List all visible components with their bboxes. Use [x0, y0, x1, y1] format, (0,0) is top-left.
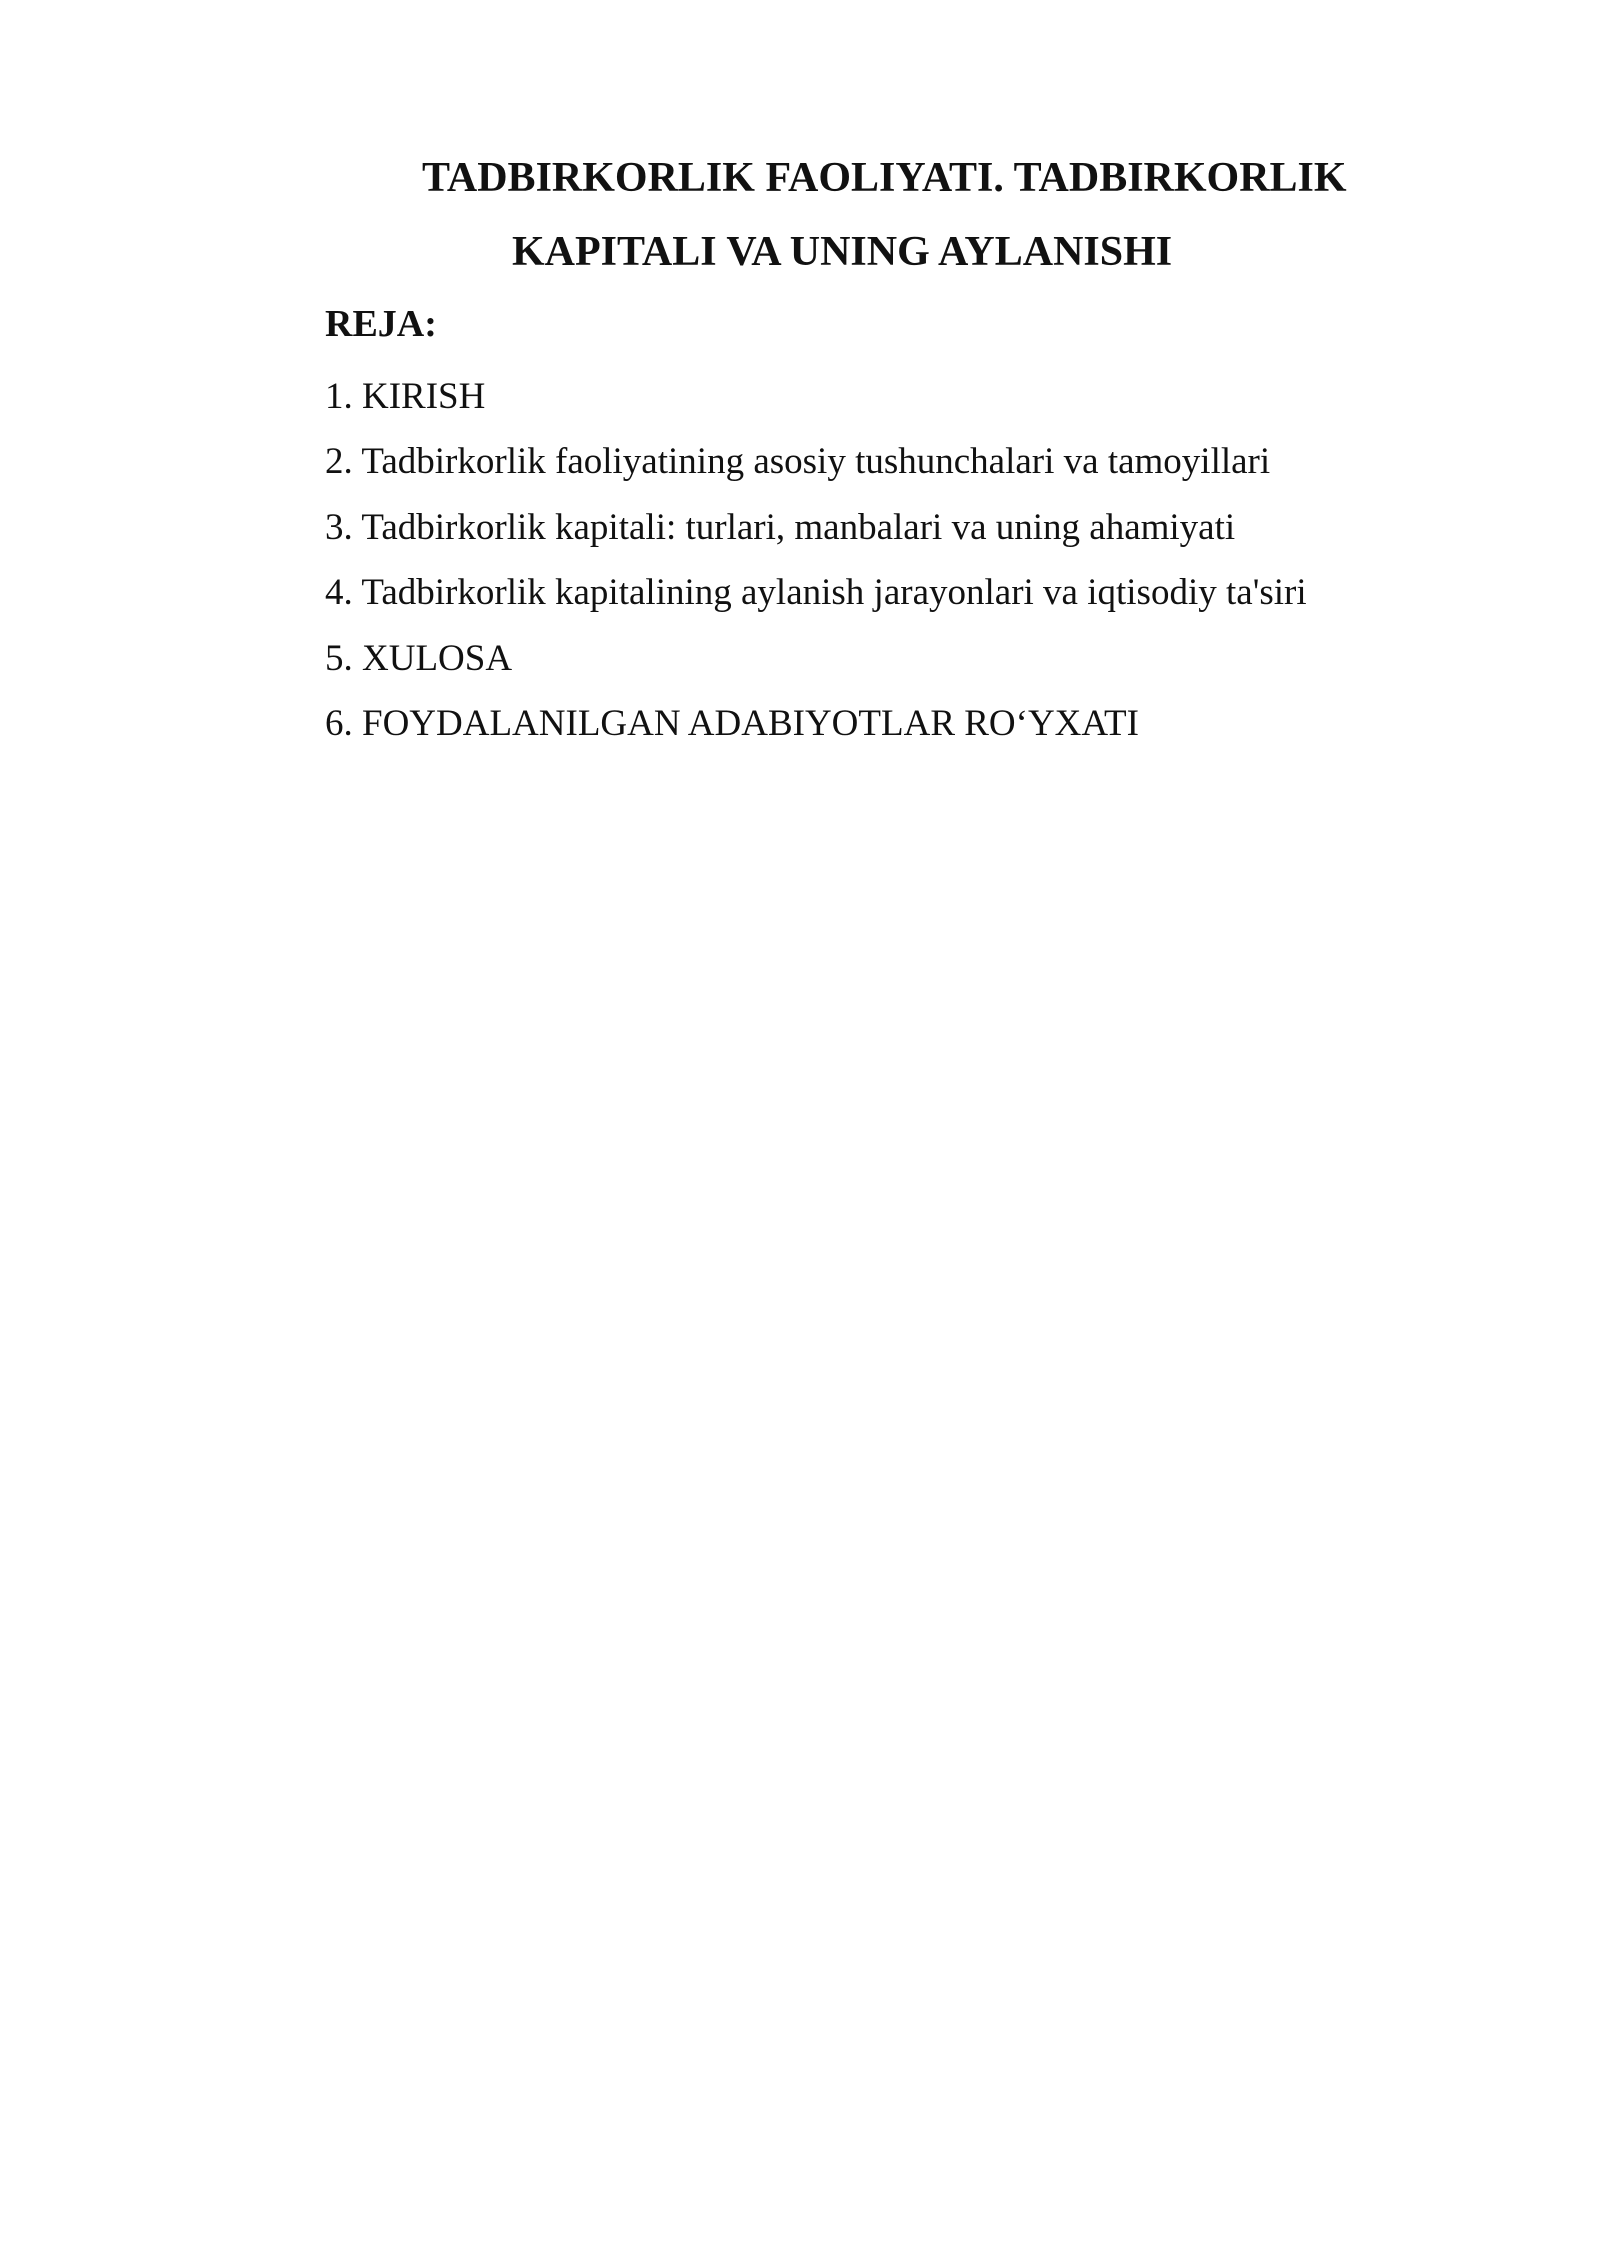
plan-item-concepts: 2. Tadbirkorlik faoliyatining asosiy tushunchalari va tamoyillari [325, 441, 1271, 483]
plan-item-introduction: 1. KIRISH [325, 376, 486, 417]
plan-heading: REJA: [325, 303, 437, 345]
document-title-line-1: TADBIRKORLIK FAOLIYATI. TADBIRKORLIK [422, 155, 1347, 201]
plan-item-capital: 3. Tadbirkorlik kapitali: turlari, manbalari va uning ahamiyati [325, 506, 1236, 548]
plan-item-capital-turnover: 4. Tadbirkorlik kapitalining aylanish jarayonlari va iqtisodiy ta'siri [325, 572, 1307, 614]
plan-item-conclusion: 5. XULOSA [325, 637, 513, 679]
plan-item-references: 6. FOYDALANILGAN ADABIYOTLAR RO‘YXATI [325, 703, 1139, 745]
document-title-line-2: KAPITALI VA UNING AYLANISHI [512, 229, 1173, 275]
plan-list [325, 364, 1307, 756]
